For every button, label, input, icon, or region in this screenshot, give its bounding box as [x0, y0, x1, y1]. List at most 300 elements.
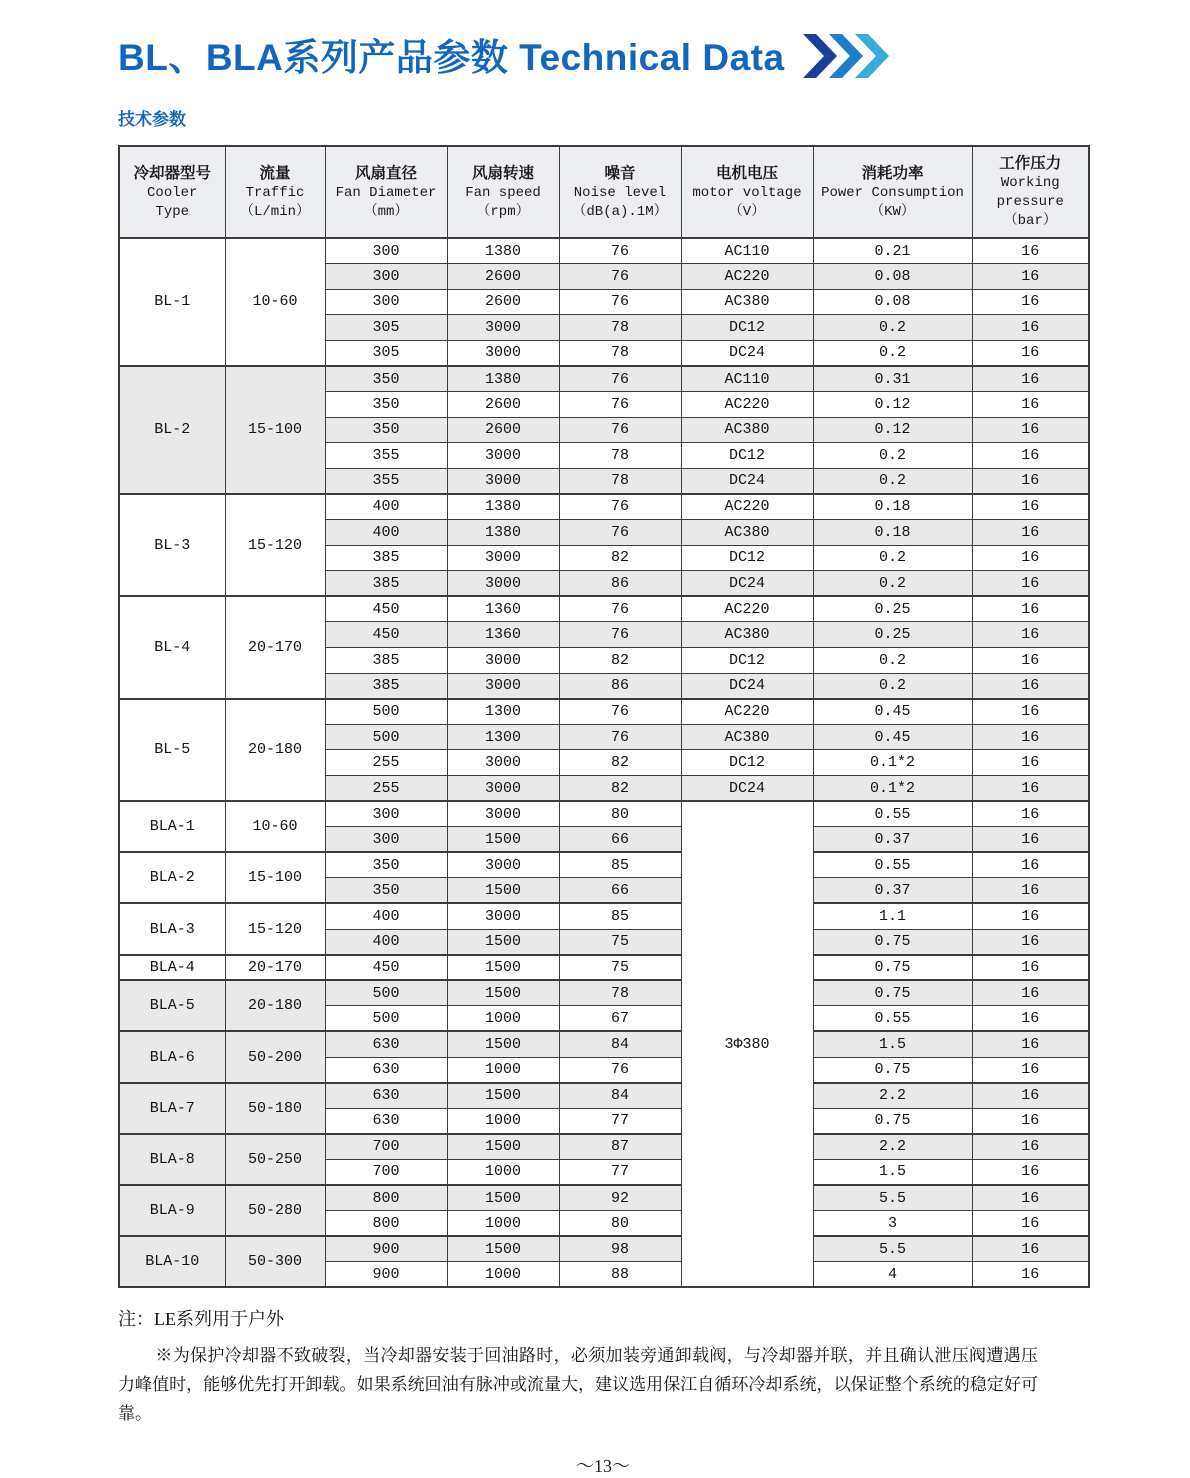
data-cell: 450: [325, 955, 447, 981]
data-cell: DC12: [681, 545, 813, 571]
data-cell: 16: [972, 955, 1089, 981]
data-cell: 78: [559, 468, 681, 494]
data-cell: 78: [559, 340, 681, 366]
header-line: Fan speed: [465, 184, 541, 201]
triple-chevron-icon: [803, 34, 891, 78]
data-cell: 76: [559, 596, 681, 622]
data-cell: 1500: [447, 1236, 559, 1262]
traffic-cell: 20-180: [225, 699, 325, 801]
table-row: [119, 1185, 1089, 1211]
data-cell: 16: [972, 340, 1089, 366]
cooler-type-cell: BLA-9: [119, 1185, 225, 1236]
traffic-cell: 15-120: [225, 494, 325, 596]
note-line: 注：LE系列用于户外: [118, 1309, 284, 1330]
data-cell: 66: [559, 878, 681, 904]
cooler-type-cell: BLA-2: [119, 852, 225, 903]
data-cell: 16: [972, 699, 1089, 725]
data-cell: 76: [559, 699, 681, 725]
data-cell: 76: [559, 622, 681, 648]
data-cell: 16: [972, 366, 1089, 392]
data-cell: 3000: [447, 571, 559, 597]
data-cell: 0.2: [813, 545, 972, 571]
data-cell: 0.31: [813, 366, 972, 392]
data-cell: 255: [325, 750, 447, 776]
header-line: Noise level: [573, 184, 667, 201]
data-cell: 1.1: [813, 903, 972, 929]
data-cell: 76: [559, 366, 681, 392]
data-cell: 630: [325, 1083, 447, 1109]
data-cell: 84: [559, 1031, 681, 1057]
cooler-type-cell: BLA-10: [119, 1236, 225, 1287]
data-cell: AC380: [681, 417, 813, 443]
data-cell: AC220: [681, 699, 813, 725]
data-cell: 16: [972, 289, 1089, 315]
data-cell: 78: [559, 443, 681, 469]
data-cell: 1300: [447, 699, 559, 725]
data-cell: 1000: [447, 1262, 559, 1288]
data-cell: DC12: [681, 648, 813, 674]
data-cell: 0.12: [813, 392, 972, 418]
data-cell: 400: [325, 929, 447, 955]
data-cell: 0.75: [813, 929, 972, 955]
data-cell: 76: [559, 417, 681, 443]
data-cell: 305: [325, 340, 447, 366]
data-cell: 16: [972, 1134, 1089, 1160]
data-cell: 0.1*2: [813, 775, 972, 801]
data-cell: 16: [972, 315, 1089, 341]
cooler-type-cell: BL-3: [119, 494, 225, 596]
table-row: [119, 1236, 1089, 1262]
cooler-type-cell: BLA-4: [119, 955, 225, 981]
data-cell: 16: [972, 929, 1089, 955]
cooler-type-cell: BL-1: [119, 238, 225, 366]
data-cell: 0.55: [813, 801, 972, 827]
data-cell: 76: [559, 1057, 681, 1083]
data-cell: 16: [972, 775, 1089, 801]
data-cell: 76: [559, 494, 681, 520]
data-cell: 86: [559, 673, 681, 699]
header-line: Power Consumption: [821, 184, 964, 201]
data-cell: 3000: [447, 468, 559, 494]
data-cell: 300: [325, 289, 447, 315]
data-cell: 700: [325, 1134, 447, 1160]
column-header-7: [972, 146, 1089, 238]
data-cell: 76: [559, 520, 681, 546]
data-cell: 16: [972, 648, 1089, 674]
data-cell: 0.08: [813, 264, 972, 290]
data-cell: 1500: [447, 1083, 559, 1109]
data-cell: 0.45: [813, 724, 972, 750]
data-cell: 900: [325, 1236, 447, 1262]
data-cell: 1000: [447, 1057, 559, 1083]
traffic-cell: 50-200: [225, 1031, 325, 1082]
data-cell: 385: [325, 673, 447, 699]
data-cell: 80: [559, 801, 681, 827]
header-line: Cooler: [147, 184, 198, 201]
data-cell: 16: [972, 801, 1089, 827]
data-cell: 16: [972, 545, 1089, 571]
data-cell: 16: [972, 468, 1089, 494]
data-cell: 0.18: [813, 520, 972, 546]
data-cell: 700: [325, 1159, 447, 1185]
data-cell: 16: [972, 827, 1089, 853]
data-cell: 1500: [447, 955, 559, 981]
data-cell: 3000: [447, 340, 559, 366]
header-line: 噪音: [604, 164, 636, 182]
data-cell: 82: [559, 545, 681, 571]
data-cell: DC24: [681, 775, 813, 801]
header-line: Traffic: [245, 184, 305, 201]
data-cell: 16: [972, 1159, 1089, 1185]
column-header-6: [813, 146, 972, 238]
header-line: 冷却器型号: [133, 164, 211, 182]
data-cell: 16: [972, 1057, 1089, 1083]
data-cell: 3000: [447, 775, 559, 801]
table-row: [119, 801, 1089, 827]
column-header-4: [559, 146, 681, 238]
data-cell: AC220: [681, 596, 813, 622]
data-cell: 1500: [447, 1031, 559, 1057]
header-line: （mm）: [363, 203, 409, 220]
data-cell: 85: [559, 903, 681, 929]
data-cell: 0.12: [813, 417, 972, 443]
data-cell: 2.2: [813, 1083, 972, 1109]
traffic-cell: 15-100: [225, 852, 325, 903]
data-cell: 16: [972, 1006, 1089, 1032]
table-row: [119, 596, 1089, 622]
data-cell: 1380: [447, 238, 559, 264]
data-cell: 82: [559, 775, 681, 801]
data-cell: 255: [325, 775, 447, 801]
data-cell: 0.45: [813, 699, 972, 725]
data-cell: 630: [325, 1057, 447, 1083]
header-line: （rpm）: [476, 203, 530, 220]
data-cell: 300: [325, 238, 447, 264]
page-number: ～13～: [576, 1456, 630, 1477]
data-cell: 400: [325, 494, 447, 520]
header-line: （bar）: [1003, 213, 1057, 229]
data-cell: 0.37: [813, 878, 972, 904]
data-cell: 78: [559, 980, 681, 1006]
table-row: [119, 955, 1089, 981]
column-header-3: [447, 146, 559, 238]
data-cell: 16: [972, 392, 1089, 418]
data-cell: 77: [559, 1159, 681, 1185]
data-cell: 1500: [447, 1185, 559, 1211]
data-cell: 16: [972, 750, 1089, 776]
data-cell: 350: [325, 392, 447, 418]
data-cell: 385: [325, 571, 447, 597]
data-cell: 1380: [447, 520, 559, 546]
data-cell: 4: [813, 1262, 972, 1288]
cooler-type-cell: BLA-7: [119, 1083, 225, 1134]
data-cell: 82: [559, 750, 681, 776]
data-cell: 350: [325, 366, 447, 392]
data-cell: 1500: [447, 878, 559, 904]
data-cell: 1500: [447, 1134, 559, 1160]
data-cell: 16: [972, 264, 1089, 290]
header-line: 电机电压: [715, 164, 778, 182]
data-cell: 16: [972, 1031, 1089, 1057]
data-cell: 16: [972, 622, 1089, 648]
table-row: [119, 903, 1089, 929]
data-cell: DC12: [681, 443, 813, 469]
data-cell: 1500: [447, 980, 559, 1006]
data-cell: 16: [972, 571, 1089, 597]
header-line: （V）: [728, 203, 766, 220]
traffic-cell: 20-170: [225, 596, 325, 698]
data-cell: DC12: [681, 750, 813, 776]
data-cell: 16: [972, 1083, 1089, 1109]
data-cell: 16: [972, 1236, 1089, 1262]
data-cell: 2600: [447, 417, 559, 443]
data-cell: 16: [972, 1262, 1089, 1288]
data-cell: 76: [559, 289, 681, 315]
header-line: pressure: [996, 194, 1064, 210]
data-cell: 0.21: [813, 238, 972, 264]
data-cell: AC380: [681, 622, 813, 648]
data-cell: 75: [559, 929, 681, 955]
table-row: [119, 699, 1089, 725]
header-line: Type: [155, 203, 190, 220]
data-cell: 88: [559, 1262, 681, 1288]
data-cell: 0.2: [813, 673, 972, 699]
data-cell: 3000: [447, 673, 559, 699]
data-cell: 0.75: [813, 1057, 972, 1083]
column-header-2: [325, 146, 447, 238]
data-cell: 16: [972, 238, 1089, 264]
data-cell: AC380: [681, 724, 813, 750]
traffic-cell: 50-300: [225, 1236, 325, 1287]
traffic-cell: 20-170: [225, 955, 325, 981]
data-cell: 76: [559, 724, 681, 750]
data-cell: 300: [325, 801, 447, 827]
data-cell: 1500: [447, 827, 559, 853]
data-cell: 0.75: [813, 1108, 972, 1134]
traffic-cell: 50-250: [225, 1134, 325, 1185]
header-line: motor voltage: [692, 184, 802, 201]
table-row: [119, 1083, 1089, 1109]
data-cell: 5.5: [813, 1236, 972, 1262]
column-header-1: [225, 146, 325, 238]
table-row: [119, 238, 1089, 264]
data-cell: 16: [972, 852, 1089, 878]
data-cell: 500: [325, 724, 447, 750]
data-cell: 300: [325, 827, 447, 853]
cooler-type-cell: BL-2: [119, 366, 225, 494]
data-cell: 300: [325, 264, 447, 290]
cooler-type-cell: BLA-1: [119, 801, 225, 852]
data-cell: 0.75: [813, 980, 972, 1006]
data-cell: 0.25: [813, 596, 972, 622]
data-cell: 75: [559, 955, 681, 981]
data-cell: 16: [972, 1211, 1089, 1237]
data-cell: 5.5: [813, 1185, 972, 1211]
spec-table: [118, 145, 1090, 1288]
data-cell: AC110: [681, 366, 813, 392]
data-cell: 2600: [447, 392, 559, 418]
header-line: 消耗功率: [861, 164, 924, 182]
data-cell: 0.2: [813, 648, 972, 674]
data-cell: 0.2: [813, 468, 972, 494]
data-cell: 800: [325, 1211, 447, 1237]
data-cell: 1000: [447, 1159, 559, 1185]
data-cell: 630: [325, 1031, 447, 1057]
data-cell: 1300: [447, 724, 559, 750]
header-line: （dB(a).1M）: [572, 203, 668, 220]
data-cell: 1000: [447, 1006, 559, 1032]
data-cell: 3000: [447, 852, 559, 878]
data-cell: 0.55: [813, 852, 972, 878]
cooler-type-cell: BLA-3: [119, 903, 225, 954]
header-line: （L/min）: [239, 203, 310, 220]
data-cell: 76: [559, 392, 681, 418]
data-cell: AC220: [681, 494, 813, 520]
data-cell: 77: [559, 1108, 681, 1134]
data-cell: 16: [972, 443, 1089, 469]
data-cell: 0.55: [813, 1006, 972, 1032]
note-paragraph: ※为保护冷却器不致破裂，当冷却器安装于回油路时，必须加装旁通卸载阀，与冷却器并联，并且确认泄压阀遭遇压力峰值时，能够优先打开卸载。如果系统回油有脉冲或流量大，建议选用保江自循环冷却系统，以保证整个系统的稳定好可靠。: [118, 1346, 1038, 1424]
data-cell: 3000: [447, 750, 559, 776]
data-cell: 16: [972, 417, 1089, 443]
data-cell: 0.2: [813, 340, 972, 366]
data-cell: 500: [325, 699, 447, 725]
header-line: Fan Diameter: [335, 184, 437, 201]
title-row: [118, 27, 1090, 81]
data-cell: 1500: [447, 929, 559, 955]
data-cell: 67: [559, 1006, 681, 1032]
data-cell: 630: [325, 1108, 447, 1134]
column-header-0: [119, 146, 225, 238]
data-cell: 0.37: [813, 827, 972, 853]
data-cell: 1.5: [813, 1159, 972, 1185]
data-cell: 1380: [447, 494, 559, 520]
data-cell: DC24: [681, 340, 813, 366]
data-cell: 98: [559, 1236, 681, 1262]
table-row: [119, 366, 1089, 392]
traffic-cell: 50-280: [225, 1185, 325, 1236]
data-cell: 350: [325, 417, 447, 443]
data-cell: 66: [559, 827, 681, 853]
column-header-5: [681, 146, 813, 238]
data-cell: 76: [559, 238, 681, 264]
data-cell: 0.2: [813, 571, 972, 597]
data-cell: 800: [325, 1185, 447, 1211]
data-cell: 80: [559, 1211, 681, 1237]
spec-table-body: [119, 238, 1089, 1287]
data-cell: 1.5: [813, 1031, 972, 1057]
traffic-cell: 15-100: [225, 366, 325, 494]
data-cell: 385: [325, 545, 447, 571]
traffic-cell: 10-60: [225, 801, 325, 852]
data-cell: 2.2: [813, 1134, 972, 1160]
table-row: [119, 494, 1089, 520]
data-cell: 450: [325, 596, 447, 622]
header-line: 风扇直径: [354, 164, 417, 182]
data-cell: 355: [325, 443, 447, 469]
data-cell: 92: [559, 1185, 681, 1211]
page-title: BL、BLA系列产品参数 Technical Data: [118, 37, 785, 78]
data-cell: DC12: [681, 315, 813, 341]
data-cell: 500: [325, 980, 447, 1006]
data-cell: 3000: [447, 903, 559, 929]
data-cell: 1000: [447, 1108, 559, 1134]
data-cell: 1360: [447, 622, 559, 648]
data-cell: 0.25: [813, 622, 972, 648]
data-cell: AC380: [681, 520, 813, 546]
data-cell: 16: [972, 596, 1089, 622]
data-cell: AC220: [681, 264, 813, 290]
table-row: [119, 980, 1089, 1006]
data-cell: 400: [325, 903, 447, 929]
data-cell: 85: [559, 852, 681, 878]
data-cell: 1380: [447, 366, 559, 392]
data-cell: 16: [972, 673, 1089, 699]
data-cell: 86: [559, 571, 681, 597]
data-cell: 450: [325, 622, 447, 648]
header-line: 风扇转速: [471, 164, 534, 182]
data-cell: 76: [559, 264, 681, 290]
data-cell: 0.18: [813, 494, 972, 520]
cooler-type-cell: BL-4: [119, 596, 225, 698]
data-cell: DC24: [681, 673, 813, 699]
page-root: [118, 27, 1090, 1478]
data-cell: 3000: [447, 648, 559, 674]
cooler-type-cell: BLA-8: [119, 1134, 225, 1185]
cooler-type-cell: BLA-5: [119, 980, 225, 1031]
data-cell: 16: [972, 520, 1089, 546]
header-line: Working: [1000, 175, 1060, 191]
header-line: 流量: [259, 164, 291, 182]
data-cell: AC380: [681, 289, 813, 315]
header-row: [119, 146, 1089, 238]
data-cell: 82: [559, 648, 681, 674]
data-cell: 16: [972, 724, 1089, 750]
data-cell: 16: [972, 903, 1089, 929]
data-cell: 0.08: [813, 289, 972, 315]
traffic-cell: 15-120: [225, 903, 325, 954]
data-cell: 350: [325, 852, 447, 878]
data-cell: 3: [813, 1211, 972, 1237]
data-cell: AC110: [681, 238, 813, 264]
data-cell: 0.2: [813, 443, 972, 469]
data-cell: 2600: [447, 289, 559, 315]
traffic-cell: 20-180: [225, 980, 325, 1031]
data-cell: 1000: [447, 1211, 559, 1237]
header-line: （KW）: [870, 203, 915, 220]
cooler-type-cell: BLA-6: [119, 1031, 225, 1082]
data-cell: 3000: [447, 801, 559, 827]
data-cell: 2600: [447, 264, 559, 290]
data-cell: 385: [325, 648, 447, 674]
data-cell: 305: [325, 315, 447, 341]
data-cell: 3000: [447, 545, 559, 571]
traffic-cell: 10-60: [225, 238, 325, 366]
table-row: [119, 852, 1089, 878]
section-subtitle: 技术参数: [118, 110, 186, 129]
data-cell: 16: [972, 1185, 1089, 1211]
data-cell: 3000: [447, 443, 559, 469]
table-row: [119, 1031, 1089, 1057]
data-cell: 400: [325, 520, 447, 546]
data-cell: 16: [972, 494, 1089, 520]
data-cell: 16: [972, 878, 1089, 904]
data-cell: 900: [325, 1262, 447, 1288]
data-cell: 0.2: [813, 315, 972, 341]
table-row: [119, 1134, 1089, 1160]
data-cell: 0.1*2: [813, 750, 972, 776]
data-cell: AC220: [681, 392, 813, 418]
